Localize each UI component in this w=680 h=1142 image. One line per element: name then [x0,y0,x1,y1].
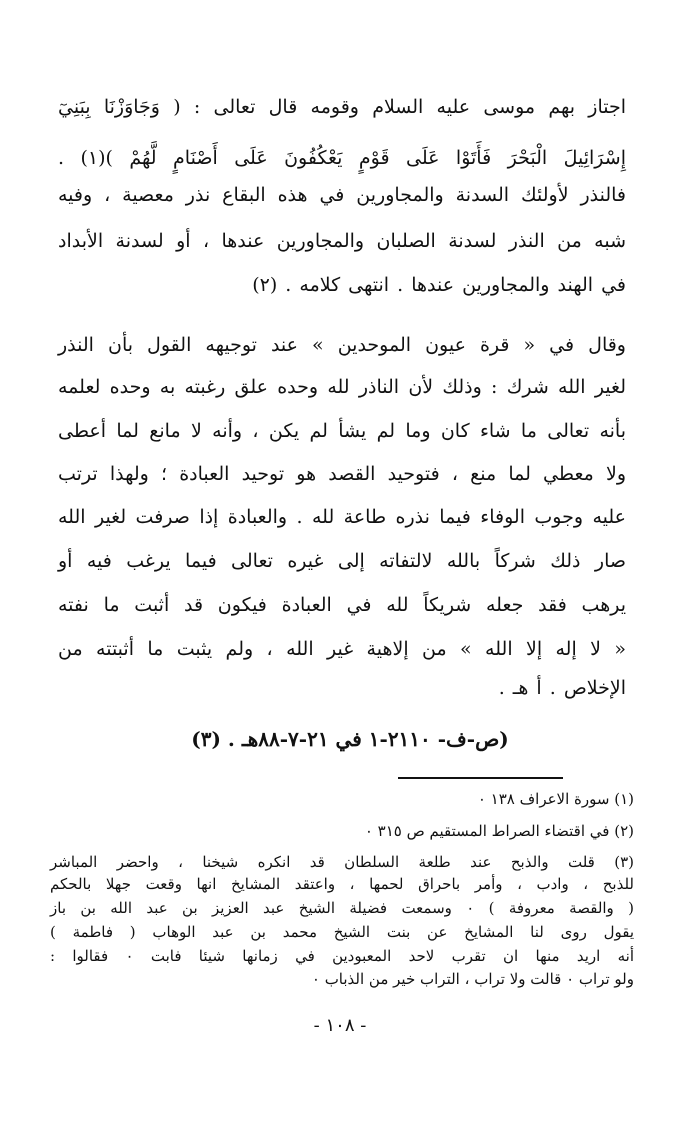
text-line: لغير الله شرك : وذلك لأن الناذر لله وحده علق رغبته به وحده لعلمه [58,376,626,398]
text-line: اجتاز بهم موسى عليه السلام وقومه قال تعالى : ( وَجَاوَزْنَا بِبَنِيٓ [58,96,626,118]
text-line: شبه من النذر لسدنة الصلبان والمجاورين عندها ، أو لسدنة الأبداد [58,230,626,252]
text-line: « لا إله إلا الله » من إلاهية غير الله ، ولم يثبت ما أثبتته من [58,638,626,660]
footnote-3-line: (٣) قلت والذبح عند طلعة السلطان قد انكره شيخنا ، واحضر المباشر [50,853,634,871]
footnote-3-line: يقول روى لنا المشايخ عن بنت الشيخ محمد بن عبد الوهاب ( فاطمة ) [50,923,634,941]
text-line: الإخلاص . أ هـ . [498,677,626,699]
footnote-3-line: ولو تراب ٠ قالت ولا تراب ، التراب خير من الذباب ٠ [311,970,634,988]
text-line: فالنذر لأولئك السدنة والمجاورين في هذه البقاع نذر معصية ، وفيه [58,184,626,206]
text-line: وقال في « قرة عيون الموحدين » عند توجيهه القول بأن النذر [58,334,626,356]
text-line: ولا معطي لما منع ، فتوحيد القصد هو توحيد العبادة ؛ ولهذا ترتب [58,463,626,485]
page-number: - ١٠٨ - [313,1015,367,1036]
footnote-separator [398,777,563,779]
text-line: في الهند والمجاورين عندها . انتهى كلامه . (٢) [252,274,626,296]
text-line: عليه وجوب الوفاء فيما نذره طاعة لله . والعبادة إذا صرفت لغير الله [58,506,626,528]
footnote-3-line: أنه اريد منها ان تقرب لاحد المعبودين في زمانها شيئا فابت ٠ فقالوا : [50,947,635,965]
footnote-3-line: للذبح ، وادب ، وأمر باحراق لحمها ، واعتقد المشايخ انها وقعت جهلا بالحكم [50,875,634,893]
text-line: صار ذلك شركاً بالله لالتفاته إلى غيره تعالى فيما يرغب فيه أو [58,550,626,572]
text-line: بأنه تعالى ما شاء كان وما لم يشأ لم يكن ، وأنه لا مانع لما أعطى [58,420,626,442]
source-reference: (ص-ف- ٢١١٠-١ في ٢١-٧-٨٨هـ . (٣) [191,727,509,751]
footnote-3-line: ( والقصة معروفة ) ٠ وسمعت فضيلة الشيخ عبد العزيز بن عبد الله بن باز [50,899,634,917]
text-line: إِسْرَائِيلَ الْبَحْرَ فَأَتَوْا عَلَى قَوْمٍ يَعْكُفُونَ عَلَى أَصْنَامٍ لَّهُمْ )(١) . [58,147,626,169]
text-line: يرهب فقد جعله شريكاً لله في العبادة فيكون قد أثبت ما نفته [58,594,626,616]
footnote-1: (١) سورة الاعراف ١٣٨ ٠ [477,790,634,808]
footnote-2: (٢) في اقتضاء الصراط المستقيم ص ٣١٥ ٠ [364,822,634,840]
